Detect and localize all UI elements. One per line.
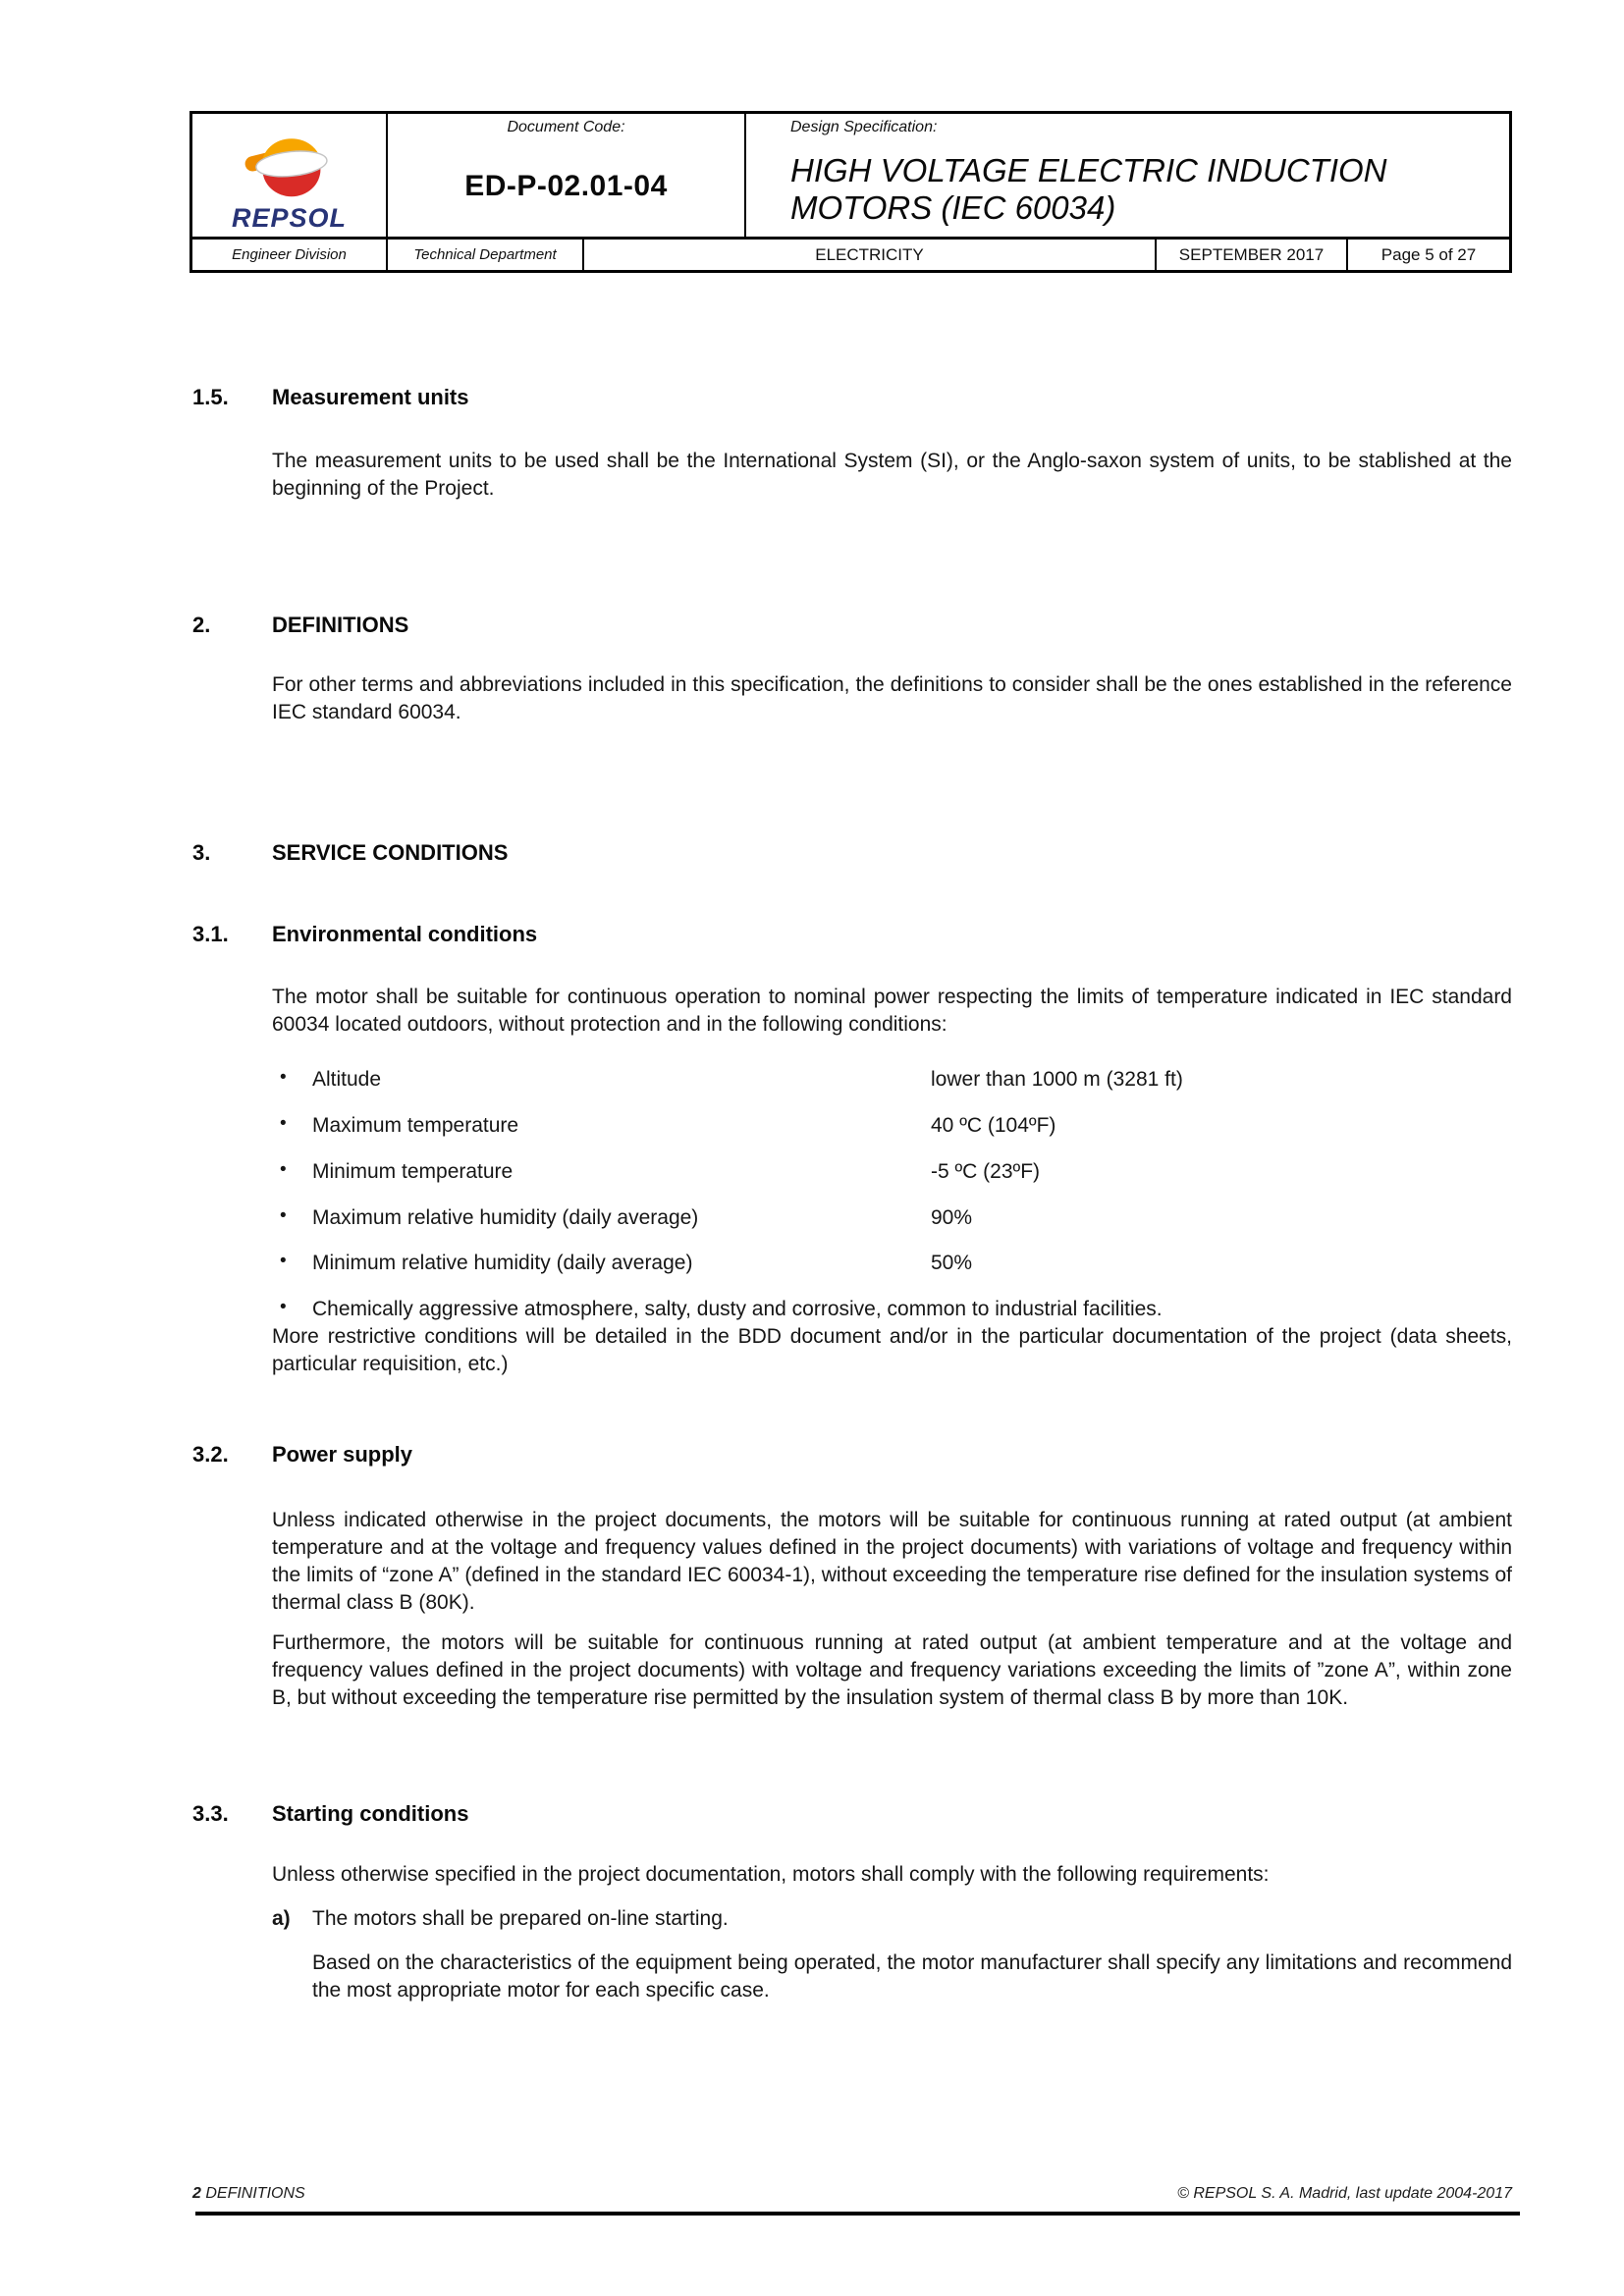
paragraph-3-2-a: Unless indicated otherwise in the project documents, the motors will be suitable for continuous running at rated output (at ambient temperature and at the voltage and frequency values defined in the project documents) with variations of voltage and frequency within the limits of “zone A” (defined in the standard IEC 60034-1), without exceeding the temperature rise defined for the insulation systems of thermal class B (80K). (272, 1509, 1512, 1614)
engineer-division-cell: Engineer Division (192, 240, 388, 270)
bullet-label: Maximum relative humidity (daily average) (312, 1206, 699, 1229)
footer-copyright: © REPSOL S. A. Madrid, last update 2004-2017 (1177, 2185, 1512, 2202)
bullet-icon: • (280, 1251, 287, 1271)
bullet-icon: • (280, 1113, 287, 1134)
section-heading-3 (192, 840, 1512, 866)
bullet-value: -5 ºC (23ºF) (931, 1160, 1041, 1183)
date-cell: SEPTEMBER 2017 (1157, 240, 1348, 270)
header-table (189, 111, 1512, 273)
list-item-a (272, 1905, 1512, 1933)
section-heading-2 (192, 613, 1512, 638)
bullet-label: Minimum temperature (312, 1160, 514, 1183)
document-title-line1: HIGH VOLTAGE ELECTRIC INDUCTION (790, 152, 1387, 188)
page-number-cell: Page 5 of 27 (1380, 244, 1477, 264)
footer-section-number: 2 (192, 2185, 201, 2202)
paragraph-2: For other terms and abbreviations included in this specification, the definitions to consider shall be the ones established in the reference IEC standard 60034. (272, 673, 1512, 723)
bullet-icon: • (280, 1205, 287, 1226)
footer-section-title: DEFINITIONS (205, 2185, 305, 2202)
bullet-row (272, 1158, 1512, 1186)
bullet-label: Chemically aggressive atmosphere, salty, dusty and corrosive, common to industrial facilities. (312, 1298, 1163, 1320)
section-number: 2. (192, 613, 211, 637)
paragraph-3-3-a: Based on the characteristics of the equipment being operated, the motor manufacturer shall specify any limitations and recommend the most appropriate motor for each specific case. (312, 1951, 1512, 2002)
paragraph-1-5: The measurement units to be used shall be the International System (SI), or the Anglo-saxon system of units, to be stablished at the beginning of the Project. (272, 450, 1512, 500)
section-title: Power supply (272, 1442, 413, 1467)
logo-cell (192, 114, 388, 237)
header-meta-row (192, 237, 1509, 270)
bullet-icon: • (280, 1159, 287, 1180)
design-spec-cell (746, 114, 1509, 237)
list-item-a-label: a) (272, 1907, 291, 1930)
paragraph-3-2-b: Furthermore, the motors will be suitable for continuous running at rated output (at ambient temperature and at the voltage and frequency values defined in the project documents) with voltage and frequency variations exceeding the limits of ”zone A”, within zone B, but without exceeding the temperature rise permitted by the insulation system of thermal class B by more than 10K. (272, 1631, 1512, 1709)
section-heading-3-1 (192, 922, 1512, 947)
section-heading-3-2 (192, 1442, 1512, 1468)
document-code-cell (388, 114, 746, 237)
repsol-logo-icon (241, 123, 339, 201)
document-title (790, 152, 1509, 227)
document-title-line2: MOTORS (IEC 60034) (790, 189, 1116, 226)
section-title: Measurement units (272, 385, 469, 409)
list-item-a-text: The motors shall be prepared on-line starting. (312, 1907, 729, 1930)
footer-divider (195, 2212, 1520, 2216)
header-top-row (192, 114, 1509, 237)
document-code-value: ED-P-02.01-04 (464, 170, 668, 202)
technical-department-cell: Technical Department (388, 240, 584, 270)
section-number: 3.3. (192, 1801, 229, 1826)
section-title: SERVICE CONDITIONS (272, 840, 509, 865)
paragraph-3-3: Unless otherwise specified in the project documentation, motors shall comply with the following requirements: (272, 1863, 1270, 1886)
bullet-value: 50% (931, 1252, 973, 1274)
section-heading-3-3 (192, 1801, 1512, 1827)
section-number: 3.1. (192, 922, 229, 946)
section-title: Environmental conditions (272, 922, 538, 946)
discipline-cell: ELECTRICITY (584, 240, 1157, 270)
bullet-value: 40 ºC (104ºF) (931, 1114, 1056, 1137)
footer-section-ref (192, 2185, 305, 2203)
bullet-label: Maximum temperature (312, 1114, 519, 1137)
bullet-label: Minimum relative humidity (daily average) (312, 1252, 693, 1274)
design-spec-label: Design Specification: (790, 119, 938, 135)
section-title: Starting conditions (272, 1801, 469, 1826)
bullet-row (272, 1204, 1512, 1232)
bullet-label: Altitude (312, 1068, 382, 1091)
bullet-icon: • (280, 1297, 287, 1317)
bullet-row (272, 1112, 1512, 1140)
bullet-row (272, 1066, 1512, 1094)
paragraph-3-1-note: More restrictive conditions will be detailed in the BDD document and/or in the particular documentation of the project (data sheets, particular requisition, etc.) (272, 1325, 1512, 1375)
section-number: 3. (192, 840, 211, 865)
bullet-icon: • (280, 1067, 287, 1088)
document-code-label: Document Code: (507, 119, 625, 135)
section-number: 1.5. (192, 385, 229, 409)
bullet-row (272, 1296, 1512, 1323)
logo-wordmark: REPSOL (231, 203, 348, 233)
section-number: 3.2. (192, 1442, 229, 1467)
section-title: DEFINITIONS (272, 613, 409, 637)
bullet-value: lower than 1000 m (3281 ft) (931, 1068, 1183, 1091)
bullet-value: 90% (931, 1206, 973, 1229)
repsol-logo (232, 114, 347, 237)
bullet-row (272, 1250, 1512, 1277)
section-heading-1-5 (192, 385, 1512, 410)
paragraph-3-1: The motor shall be suitable for continuous operation to nominal power respecting the limits of temperature indicated in IEC standard 60034 located outdoors, without protection and in the following conditions: (272, 986, 1512, 1036)
